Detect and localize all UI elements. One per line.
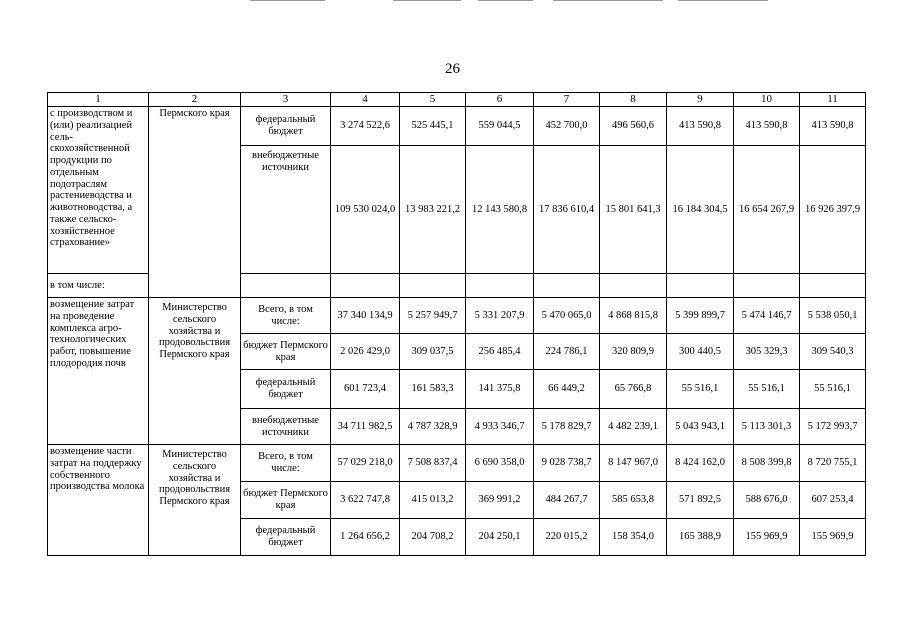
value-cell: 5 172 993,7 [800,409,866,445]
value-cell: 8 508 399,8 [734,445,800,482]
funding-source: федеральный бюджет [241,107,331,146]
value-cell: 57 029 218,0 [331,445,400,482]
measure-description: возмещение затрат на проведение комплекса агро- технологических работ, повышение плодородия почв [48,298,149,445]
empty-cell [331,274,400,298]
value-cell: 413 590,8 [800,107,866,146]
value-cell: 204 708,2 [400,519,466,556]
executor-cell: Министерство сельского хозяйства и продовольствия Пермского края [149,445,241,556]
header-cell: 9 [667,93,734,107]
value-cell: 496 560,6 [600,107,667,146]
value-cell: 12 143 580,8 [466,146,534,274]
table-row [48,298,866,334]
value-cell: 9 028 738,7 [534,445,600,482]
empty-cell [241,274,331,298]
empty-cell [734,274,800,298]
value-cell: 165 388,9 [667,519,734,556]
value-cell: 155 969,9 [800,519,866,556]
empty-cell [534,274,600,298]
value-cell: 452 700,0 [534,107,600,146]
header-cell: 1 [48,93,149,107]
value-cell: 16 184 304,5 [667,146,734,274]
funding-source: внебюджетные источники [241,146,331,274]
measure-description: возмещение части затрат на поддержку собственного производства молока [48,445,149,556]
value-cell: 5 113 301,3 [734,409,800,445]
value-cell: 17 836 610,4 [534,146,600,274]
value-cell: 2 026 429,0 [331,334,400,370]
value-cell: 65 766,8 [600,370,667,409]
value-cell: 484 267,7 [534,482,600,519]
value-cell: 155 969,9 [734,519,800,556]
value-cell: 300 440,5 [667,334,734,370]
empty-cell [466,274,534,298]
executor-cell: Пермского края [149,107,241,298]
funding-source: внебюджетные источники [241,409,331,445]
value-cell: 5 474 146,7 [734,298,800,334]
value-cell: 16 926 397,9 [800,146,866,274]
table-row [48,445,866,482]
empty-cell [667,274,734,298]
value-cell: 5 257 949,7 [400,298,466,334]
value-cell: 4 868 815,8 [600,298,667,334]
value-cell: 13 983 221,2 [400,146,466,274]
header-cell: 5 [400,93,466,107]
header-cell: 6 [466,93,534,107]
funding-source: бюджет Пермского края [241,334,331,370]
executor-cell: Министерство сельского хозяйства и продовольствия Пермского края [149,298,241,445]
value-cell: 5 178 829,7 [534,409,600,445]
value-cell: 525 445,1 [400,107,466,146]
value-cell: 309 037,5 [400,334,466,370]
including-label: в том числе: [48,274,149,298]
value-cell: 369 991,2 [466,482,534,519]
value-cell: 256 485,4 [466,334,534,370]
value-cell: 5 331 207,9 [466,298,534,334]
value-cell: 3 622 747,8 [331,482,400,519]
value-cell: 309 540,3 [800,334,866,370]
empty-cell [600,274,667,298]
value-cell: 4 787 328,9 [400,409,466,445]
value-cell: 601 723,4 [331,370,400,409]
value-cell: 4 933 346,7 [466,409,534,445]
value-cell: 413 590,8 [667,107,734,146]
top-rule-1 [250,0,325,1]
value-cell: 585 653,8 [600,482,667,519]
funding-source: федеральный бюджет [241,370,331,409]
value-cell: 220 015,2 [534,519,600,556]
header-cell: 4 [331,93,400,107]
value-cell: 571 892,5 [667,482,734,519]
value-cell: 3 274 522,6 [331,107,400,146]
value-cell: 66 449,2 [534,370,600,409]
value-cell: 305 329,3 [734,334,800,370]
value-cell: 6 690 358,0 [466,445,534,482]
funding-source: бюджет Пермского края [241,482,331,519]
measure-description: с производством и (или) реализацией сель- скохозяйственной продукции по отдельным подотраслям растениеводства и животноводства, а также сельско- хозяйственное страхование» [48,107,149,274]
value-cell: 141 375,8 [466,370,534,409]
value-cell: 5 470 065,0 [534,298,600,334]
top-rule-5 [678,0,768,1]
page-number: 26 [445,61,460,77]
value-cell: 1 264 656,2 [331,519,400,556]
value-cell: 8 424 162,0 [667,445,734,482]
top-rule-2 [393,0,461,1]
value-cell: 5 043 943,1 [667,409,734,445]
value-cell: 161 583,3 [400,370,466,409]
top-rule-4 [553,0,663,1]
budget-table [47,92,866,556]
value-cell: 34 711 982,5 [331,409,400,445]
value-cell: 55 516,1 [800,370,866,409]
value-cell: 55 516,1 [734,370,800,409]
value-cell: 588 676,0 [734,482,800,519]
funding-source: Всего, в том числе: [241,445,331,482]
header-cell: 2 [149,93,241,107]
header-row [48,93,866,107]
value-cell: 5 399 899,7 [667,298,734,334]
value-cell: 16 654 267,9 [734,146,800,274]
value-cell: 15 801 641,3 [600,146,667,274]
funding-source: федеральный бюджет [241,519,331,556]
value-cell: 4 482 239,1 [600,409,667,445]
value-cell: 37 340 134,9 [331,298,400,334]
value-cell: 413 590,8 [734,107,800,146]
header-cell: 3 [241,93,331,107]
value-cell: 204 250,1 [466,519,534,556]
value-cell: 8 720 755,1 [800,445,866,482]
header-cell: 10 [734,93,800,107]
value-cell: 7 508 837,4 [400,445,466,482]
value-cell: 158 354,0 [600,519,667,556]
value-cell: 607 253,4 [800,482,866,519]
header-cell: 11 [800,93,866,107]
value-cell: 320 809,9 [600,334,667,370]
empty-cell [800,274,866,298]
value-cell: 224 786,1 [534,334,600,370]
funding-source: Всего, в том числе: [241,298,331,334]
value-cell: 5 538 050,1 [800,298,866,334]
value-cell: 559 044,5 [466,107,534,146]
header-cell: 7 [534,93,600,107]
header-cell: 8 [600,93,667,107]
empty-cell [400,274,466,298]
table-row [48,107,866,146]
value-cell: 55 516,1 [667,370,734,409]
value-cell: 8 147 967,0 [600,445,667,482]
value-cell: 415 013,2 [400,482,466,519]
top-rule-3 [478,0,533,1]
value-cell: 109 530 024,0 [331,146,400,274]
